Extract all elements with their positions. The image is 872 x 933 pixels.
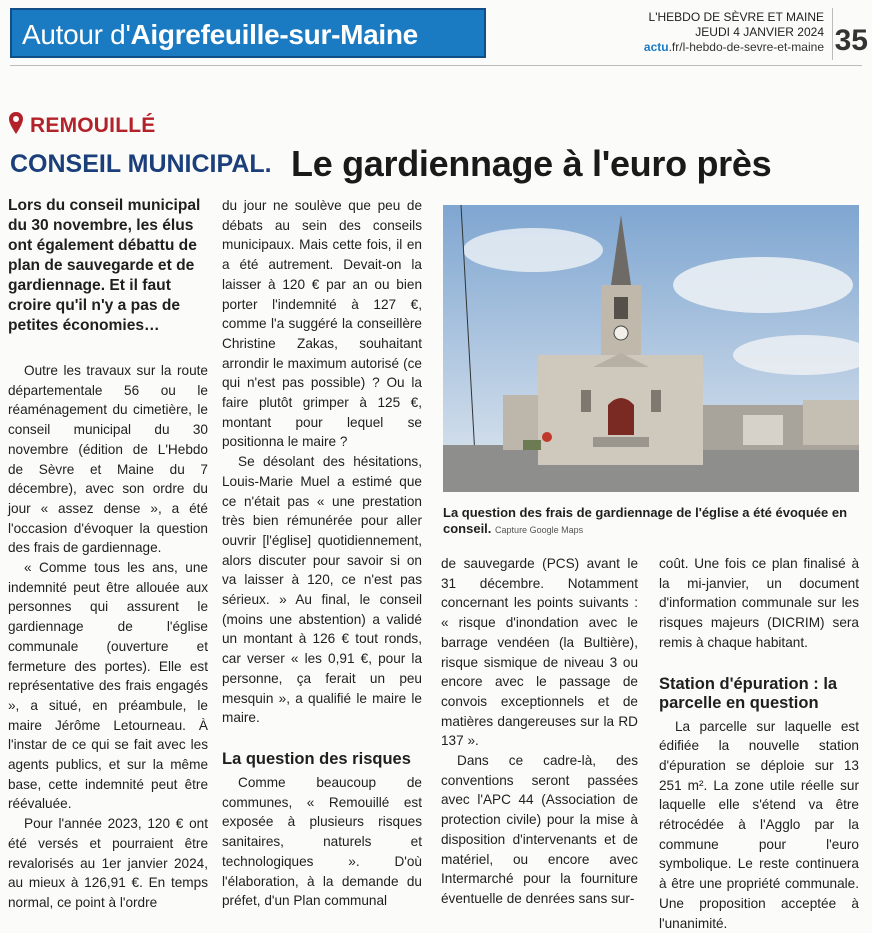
section-banner xyxy=(10,8,486,58)
location-pin-icon xyxy=(8,111,24,135)
masthead-divider xyxy=(832,8,833,60)
church-photo xyxy=(443,205,859,492)
masthead xyxy=(644,10,824,55)
header-rule xyxy=(10,65,862,66)
church-illustration xyxy=(443,205,859,492)
issue-date: JEUDI 4 JANVIER 2024 xyxy=(695,25,824,39)
paragraph: du jour ne soulève que peu de débats au sein des conseils municipaux. Mais cette fois, il en a été autrement. Devait-on la laisser à 120 € par an ou bien porter l'indemnité à 127 €, comme l'a suggéré la conseillère Christine Zakas, souhaitant arrondir le maximum autorisé (ce qui n'est pas possible) ? Ou la faire plutôt grimper à 125 €, montant pour lequel se positionna le maire ? xyxy=(222,198,422,450)
paragraph: « Comme tous les ans, une indemnité peut être allouée aux personnes qui assurent le gardiennage de l'église communale (ouverture et fermeture des portes). Elle est représentative des frais engagés », a situé, en préambule, le maire Jérôme Letourneau. À l'instar de ce qui se fait avec les agents publics, et sur la même base, cette indemnité peut être réévaluée. xyxy=(8,560,208,812)
section-label: CONSEIL MUNICIPAL. xyxy=(10,150,272,178)
column-4 xyxy=(659,554,859,933)
banner-place: Aigrefeuille-sur-Maine xyxy=(130,19,418,50)
subheading-risques: La question des risques xyxy=(222,749,411,768)
photo-caption: La question des frais de gardiennage de l'église a été évoquée en conseil. Capture Google Maps xyxy=(443,505,848,536)
column-1 xyxy=(8,196,208,913)
page-number: 35 xyxy=(834,24,868,57)
article-lede: Lors du conseil municipal du 30 novembre, les élus ont également débattu de plan de sauvegarde et de gardiennage. Et il faut croire qu'il n'y a pas de petites économies… xyxy=(8,197,201,334)
banner-title: Autour d'Aigrefeuille-sur-Maine xyxy=(22,19,418,50)
paragraph: Outre les travaux sur la route départementale 56 ou le réaménagement du cimetière, le conseil municipal du 30 novembre (édition de L'Hebdo de Sèvre et Maine du 7 décembre), avec son ordre du jour « assez dense », a été l'occasion d'évoquer la question des frais de gardiennage. xyxy=(8,363,208,556)
paragraph: La parcelle sur laquelle est édifiée la nouvelle station d'épuration se déploie sur 13 251 m². La zone utile réelle sur laquelle elle s'étend va être rétrocédée à l'Agglo par la commune pour l'euro symbolique. Le reste continuera à être une propriété communale. Une proposition acceptée à l'unanimité. xyxy=(659,718,859,931)
paragraph: Se désolant des hésitations, Louis-Marie Muel a estimé que ce n'était pas « une prestation très bien rémunérée pour aller ouvrir [l'église] quotidiennement, alors discuter pour savoir si on va laisser à 120, ce n'est pas sérieux. » Au final, le conseil (moins une abstention) a validé un montant à 126 € tout ronds, car verser « les 0,91 €, pour la personne, ça ferait un peu mesquin », a qualifié le maire le maire. xyxy=(222,454,422,726)
paragraph: de sauvegarde (PCS) avant le 31 décembre. Notamment concernant les points suivants : « risque d'inondation avec le barrage vendéen (la Bultière), risque sismique de niveau 3 ou encore avec le passage de convois exceptionnels et de matières dangereuses sur la RD 137 ». xyxy=(441,556,638,749)
paper-name: L'HEBDO DE SÈVRE ET MAINE xyxy=(648,10,824,24)
article-headline: Le gardiennage à l'euro près xyxy=(291,143,772,184)
kicker-town: REMOUILLÉ xyxy=(30,114,156,137)
paragraph: Pour l'année 2023, 120 € ont été versés et pourraient être revalorisés au 1er janvier 2024, au mieux à 126,91 €. En temps normal, ce point à l'ordre xyxy=(8,816,208,910)
column-2 xyxy=(222,196,422,911)
photo-credit: Capture Google Maps xyxy=(495,525,584,535)
paragraph: Comme beaucoup de communes, « Remouillé est exposée à plusieurs risques sanitaires, naturels et technologiques ». D'où l'élaboration, à la demande du préfet, d'un Plan communal xyxy=(222,774,422,909)
paragraph: coût. Une fois ce plan finalisé à la mi-janvier, un document d'information communale sur les risques majeurs (DICRIM) sera remis à chaque habitant. xyxy=(659,556,859,650)
column-3 xyxy=(441,554,638,909)
paragraph: Dans ce cadre-là, des conventions seront passées avec l'APC 44 (Association de protection civile) pour la mise à disposition d'intervenants et de matériel, ou encore avec Intermarché pour la fourniture éventuelle de denrées sans sur- xyxy=(441,753,638,906)
subheading-station: Station d'épuration : la parcelle en question xyxy=(659,674,838,712)
website-link[interactable]: actu.fr/l-hebdo-de-sevre-et-maine xyxy=(643,40,824,54)
